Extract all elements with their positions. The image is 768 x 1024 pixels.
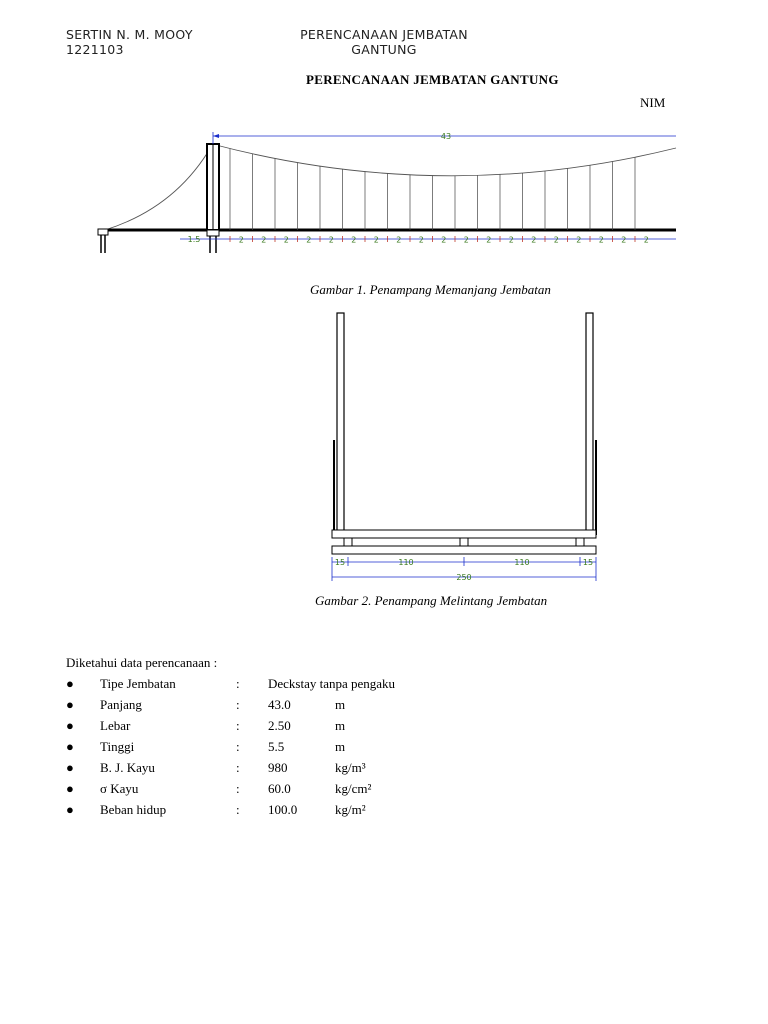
param-unit: m <box>335 739 346 754</box>
given-data-heading: Diketahui data perencanaan : <box>66 655 218 670</box>
figure-longitudinal-section <box>0 120 680 270</box>
param-unit: m <box>335 718 346 733</box>
param-label: Tinggi <box>100 739 135 754</box>
param-unit: kg/cm² <box>335 781 372 796</box>
segment-label: 2 <box>351 235 357 245</box>
segment-label: 2 <box>576 235 582 245</box>
segment-labels <box>230 236 649 245</box>
left-post <box>337 313 344 535</box>
param-value: 980 <box>268 760 288 775</box>
document-title: PERENCANAAN JEMBATAN GANTUNG <box>306 72 559 87</box>
pylon-foundation <box>207 230 219 236</box>
param-row <box>66 697 686 717</box>
segment-label: 2 <box>328 235 334 245</box>
param-value: 43.0 <box>268 697 291 712</box>
param-label: σ Kayu <box>100 781 139 796</box>
hangers <box>230 149 635 230</box>
param-unit: m <box>335 697 346 712</box>
segment-label: 2 <box>418 235 424 245</box>
param-colon: : <box>236 802 240 817</box>
segment-label: 2 <box>463 235 469 245</box>
back-stay-cable <box>105 147 211 230</box>
header-course <box>292 27 476 57</box>
segment-label: 2 <box>396 235 402 245</box>
param-label: Lebar <box>100 718 131 733</box>
param-colon: : <box>236 697 240 712</box>
segment-label: 2 <box>441 235 447 245</box>
main-cable <box>216 145 676 176</box>
right-post <box>586 313 593 535</box>
dim-total-width: 250 <box>456 573 472 582</box>
bullet-icon: ● <box>66 802 74 817</box>
param-label: B. J. Kayu <box>100 760 155 775</box>
param-colon: : <box>236 781 240 796</box>
bullet-icon: ● <box>66 697 74 712</box>
param-unit: kg/m³ <box>335 760 366 775</box>
param-colon: : <box>236 739 240 754</box>
figure1-caption: Gambar 1. Penampang Memanjang Jembatan <box>310 282 551 297</box>
bullet-icon: ● <box>66 739 74 754</box>
segment-label: 2 <box>261 235 267 245</box>
segment-label: 2 <box>531 235 537 245</box>
segment-label: 2 <box>598 235 604 245</box>
param-row <box>66 760 686 780</box>
param-colon: : <box>236 676 240 691</box>
anchor-block <box>98 229 108 235</box>
segment-label: 2 <box>643 235 649 245</box>
course-line-1: PERENCANAAN JEMBATAN <box>300 27 468 42</box>
param-unit: kg/m² <box>335 802 366 817</box>
param-row <box>66 802 686 822</box>
segment-label: 2 <box>238 235 244 245</box>
dim-left-lane: 110 <box>398 558 414 567</box>
bridge-structure <box>98 132 676 253</box>
cross-beam <box>332 546 596 554</box>
segment-label: 2 <box>508 235 514 245</box>
param-value: 5.5 <box>268 739 285 754</box>
segment-label: 2 <box>486 235 492 245</box>
bullet-icon: ● <box>66 718 74 733</box>
param-row <box>66 718 686 738</box>
nim-label: NIM <box>640 95 666 110</box>
param-row <box>66 676 686 696</box>
param-value: Deckstay tanpa pengaku <box>268 676 396 691</box>
first-segment-label: 1.5 <box>187 235 201 244</box>
dim-right-overhang: 15 <box>582 558 594 567</box>
figure-cross-section <box>300 305 610 590</box>
param-label: Panjang <box>100 697 142 712</box>
deck-plate <box>332 530 596 538</box>
author-id: 1221103 <box>66 42 124 57</box>
param-value: 100.0 <box>268 802 298 817</box>
dim-right-lane: 110 <box>514 558 530 567</box>
cross-section-structure <box>332 313 596 582</box>
param-value: 2.50 <box>268 718 291 733</box>
course-line-2: GANTUNG <box>351 42 417 57</box>
segment-label: 2 <box>373 235 379 245</box>
param-label: Tipe Jembatan <box>100 676 176 691</box>
header-author <box>66 27 193 57</box>
figure2-caption: Gambar 2. Penampang Melintang Jembatan <box>315 593 548 608</box>
param-label: Beban hidup <box>100 802 167 817</box>
segment-label: 2 <box>553 235 559 245</box>
param-colon: : <box>236 718 240 733</box>
bullet-icon: ● <box>66 760 74 775</box>
author-name: SERTIN N. M. MOOY <box>66 27 193 42</box>
segment-label: 2 <box>621 235 627 245</box>
param-value: 60.0 <box>268 781 291 796</box>
param-row <box>66 781 686 801</box>
segment-label: 2 <box>283 235 289 245</box>
param-row <box>66 739 686 759</box>
bullet-icon: ● <box>66 781 74 796</box>
bullet-icon: ● <box>66 676 74 691</box>
segment-label: 2 <box>306 235 312 245</box>
span-label: 43 <box>440 132 452 141</box>
param-colon: : <box>236 760 240 775</box>
dim-left-overhang: 15 <box>334 558 346 567</box>
